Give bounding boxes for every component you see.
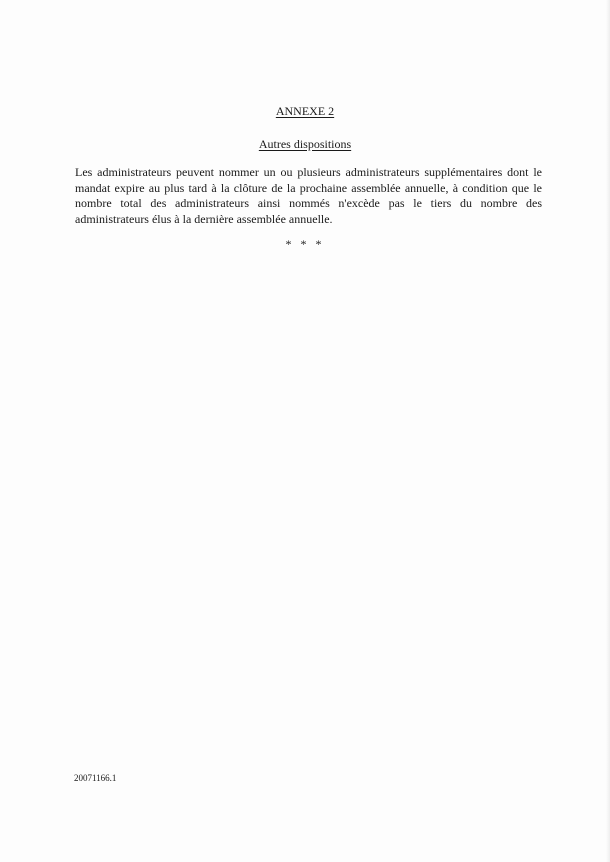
page-edge-shadow	[606, 0, 610, 862]
annex-title: ANNEXE 2	[275, 104, 335, 118]
section-separator: * * *	[285, 237, 325, 251]
annex-paragraph: Les administrateurs peuvent nommer un ou plusieurs administrateurs supplémentaires dont le mandat expire au plus tard à la clôture de la prochaine assemblée annuelle, à condition que le nombre total des administrateurs ainsi nommés n'excède pas le tiers du nombre des administrateurs élus à la dernière assemblée annuelle.	[75, 165, 542, 226]
annex-subtitle: Autres dispositions	[258, 137, 352, 151]
document-reference-number: 20071166.1	[74, 773, 117, 783]
